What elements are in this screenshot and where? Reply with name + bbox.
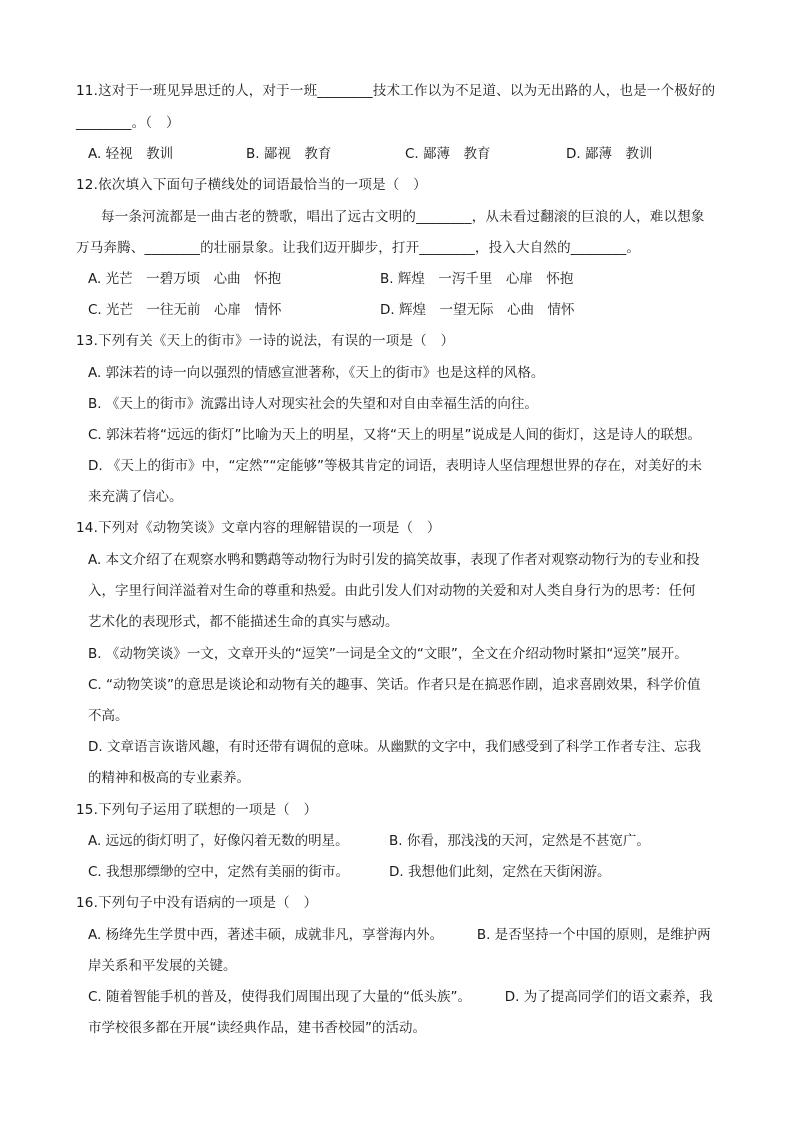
q12-passage-line1: 每一条河流都是一曲古老的赞歌，唱出了远古文明的________，从未看过翻滚的巨浪的人，难以想象 bbox=[101, 209, 705, 225]
q13-stem: 13.下列有关《天上的街市》一诗的说法，有误的一项是（ ） bbox=[76, 333, 455, 349]
q13-option-c: C. 郭沫若将“远远的街灯”比喻为天上的明星，又将“天上的明星”说成是人间的街灯，这是诗人的联想。 bbox=[88, 427, 701, 443]
q12-option-a: A. 光芒 一碧万顷 心曲 怀抱 bbox=[88, 271, 282, 287]
q12-option-b: B. 辉煌 一泻千里 心扉 怀抱 bbox=[380, 271, 574, 287]
q16-options-ab-line1: A. 杨绛先生学贯中西，著述丰硕，成就非凡，享誉海内外。 B. 是否坚持一个中国的原则，是维护两 bbox=[88, 927, 711, 943]
q11-option-b: B. 鄙视 教育 bbox=[246, 146, 332, 162]
q16-options-ab-line2: 岸关系和平发展的关键。 bbox=[88, 958, 237, 974]
q14-option-a-line3: 艺术化的表现形式，都不能描述生命的真实与感动。 bbox=[88, 614, 399, 630]
q15-stem: 15.下列句子运用了联想的一项是（ ） bbox=[76, 802, 318, 818]
q15-option-b: B. 你看，那浅浅的天河，定然是不甚宽广。 bbox=[389, 833, 650, 849]
q12-option-d: D. 辉煌 一望无际 心曲 情怀 bbox=[380, 302, 575, 318]
q14-option-c-line1: C. “动物笑谈”的意思是谈论和动物有关的趣事、笑话。作者只是在搞恶作剧，追求喜剧效果，科学价值 bbox=[88, 677, 701, 693]
q14-option-d-line2: 的精神和极高的专业素养。 bbox=[88, 770, 250, 786]
q14-option-a-line1: A. 本文介绍了在观察水鸭和鹦鹉等动物行为时引发的搞笑故事，表现了作者对观察动物行为的专业和投 bbox=[88, 552, 700, 568]
q11-option-a: A. 轻视 教训 bbox=[88, 146, 174, 162]
q13-option-d-line2: 来充满了信心。 bbox=[88, 489, 183, 505]
q13-option-a: A. 郭沫若的诗一向以强烈的情感宣泄著称，《天上的街市》也是这样的风格。 bbox=[88, 365, 545, 381]
q16-options-cd-line2: 市学校很多都在开展“读经典作品，建书香校园”的活动。 bbox=[88, 1020, 426, 1036]
q11-stem-line1: 11.这对于一班见异思迁的人，对于一班________技术工作以为不足道、以为无出路的人，也是一个极好的 bbox=[76, 83, 716, 99]
q15-option-a: A. 远远的街灯明了，好像闪着无数的明星。 bbox=[88, 833, 349, 849]
q11-stem-line2: ________。（ ） bbox=[76, 115, 180, 131]
q11-option-c: C. 鄙薄 教育 bbox=[405, 146, 491, 162]
q16-options-cd-line1: C. 随着智能手机的普及，使得我们周围出现了大量的“低头族”。 D. 为了提高同学们的语文素养，我 bbox=[88, 989, 713, 1005]
q14-option-a-line2: 入，字里行间洋溢着对生命的尊重和热爱。由此引发人们对动物的关爱和对人类自身行为的思考：任何 bbox=[88, 583, 696, 599]
q13-option-d-line1: D. 《天上的街市》中，“定然”“定能够”等极其肯定的词语，表明诗人坚信理想世界的存在，对美好的未 bbox=[88, 458, 702, 474]
q14-option-b: B. 《动物笑谈》一文，文章开头的“逗笑”一词是全文的“文眼”，全文在介绍动物时紧扣“逗笑”展开。 bbox=[88, 646, 688, 662]
q12-passage-line2: 万马奔腾、________的壮丽景象。让我们迈开脚步，打开________，投入大自然的________。 bbox=[76, 240, 641, 256]
q15-option-d: D. 我想他们此刻，定然在天街闲游。 bbox=[389, 864, 611, 880]
q15-option-c: C. 我想那缥缈的空中，定然有美丽的街市。 bbox=[88, 864, 350, 880]
q13-option-b: B. 《天上的街市》流露出诗人对现实社会的失望和对自由幸福生活的向往。 bbox=[88, 396, 538, 412]
q16-stem: 16.下列句子中没有语病的一项是（ ） bbox=[76, 895, 318, 911]
q12-option-c: C. 光芒 一往无前 心扉 情怀 bbox=[88, 302, 282, 318]
q14-stem: 14.下列对《动物笑谈》文章内容的理解错误的一项是（ ） bbox=[76, 520, 441, 536]
q12-stem: 12.依次填入下面句子横线处的词语最恰当的一项是（ ） bbox=[76, 177, 427, 193]
q14-option-d-line1: D. 文章语言诙谐风趣，有时还带有调侃的意味。从幽默的文字中，我们感受到了科学工作者专注、忘我 bbox=[88, 739, 701, 755]
q14-option-c-line2: 不高。 bbox=[88, 708, 129, 724]
q11-option-d: D. 鄙薄 教训 bbox=[566, 146, 653, 162]
